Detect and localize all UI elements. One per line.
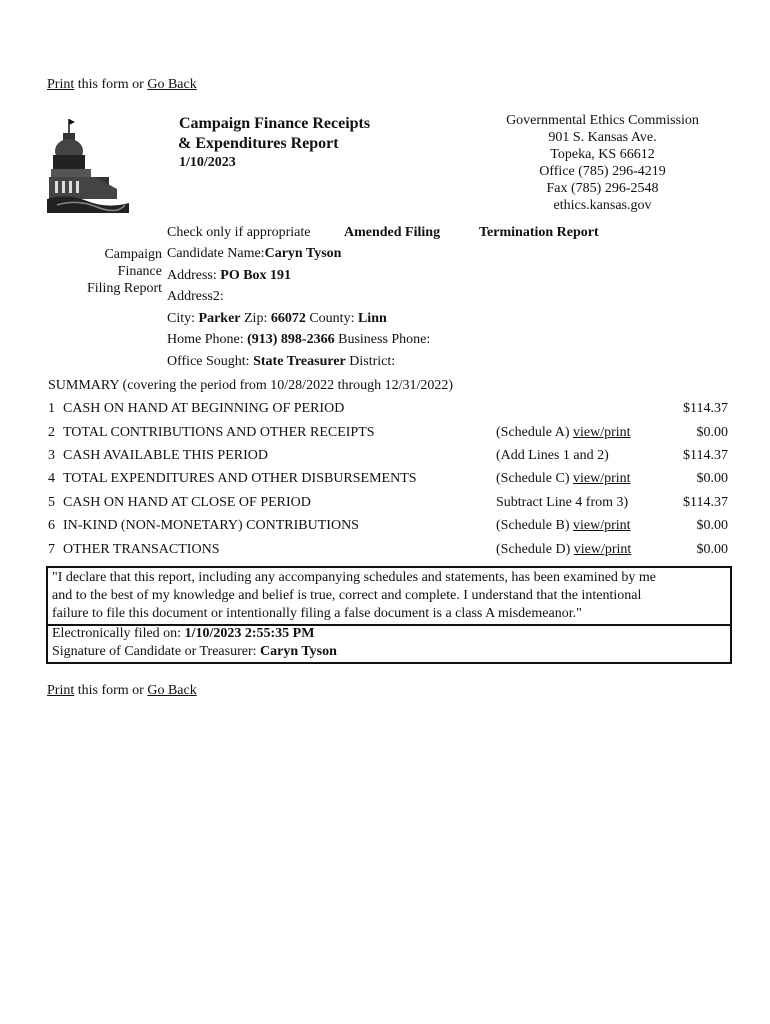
candidate-name-label: Candidate Name: — [167, 246, 265, 261]
row-label: TOTAL CONTRIBUTIONS AND OTHER RECEIPTS — [63, 425, 375, 440]
row-number: 3 — [48, 448, 55, 463]
summary-row — [48, 495, 728, 517]
zip-value: 66072 — [270, 311, 306, 326]
summary-row — [48, 518, 728, 540]
row-amount: $0.00 — [696, 518, 728, 533]
home-phone-value: (913) 898-2366 — [247, 332, 335, 347]
capitol-logo-icon — [47, 115, 129, 213]
zip-label: Zip: — [244, 311, 268, 326]
commission-street: 901 S. Kansas Ave. — [548, 130, 657, 145]
phone-row — [167, 332, 430, 348]
schedule-d-view-print-link[interactable]: view/print — [573, 542, 632, 557]
row-label: TOTAL EXPENDITURES AND OTHER DISBURSEMENTS — [63, 471, 417, 486]
commission-website: ethics.kansas.gov — [553, 198, 652, 213]
district-label: District: — [349, 354, 396, 369]
row-number: 4 — [48, 471, 55, 486]
row-number: 5 — [48, 495, 55, 510]
side-label — [60, 246, 162, 297]
row-schedule — [496, 518, 631, 534]
bottom-nav — [47, 683, 197, 699]
candidate-name-value: Caryn Tyson — [264, 246, 342, 261]
row-amount: $0.00 — [696, 542, 728, 557]
business-phone-label: Business Phone: — [338, 332, 431, 347]
side-label-filing-report: Filing Report — [86, 281, 162, 296]
commission-fax: Fax (785) 296-2548 — [546, 181, 659, 196]
summary-row — [48, 401, 728, 423]
side-label-finance: Finance — [117, 264, 162, 279]
summary-row — [48, 471, 728, 493]
city-value: Parker — [198, 311, 241, 326]
row-label: CASH ON HAND AT BEGINNING OF PERIOD — [63, 401, 345, 416]
nav-middle-text: this form or — [77, 77, 144, 92]
row-schedule: Subtract Line 4 from 3) — [496, 495, 629, 510]
schedule-label: (Schedule C) — [496, 471, 570, 486]
signature-row — [52, 643, 726, 661]
office-sought-value: State Treasurer — [253, 354, 346, 369]
row-amount: $0.00 — [696, 425, 728, 440]
schedule-label: (Schedule B) — [496, 518, 570, 533]
row-schedule — [496, 542, 631, 558]
row-amount: $114.37 — [683, 401, 728, 416]
commission-city: Topeka, KS 66612 — [550, 147, 655, 162]
address-label: Address: — [167, 268, 217, 283]
report-title-line2: & Expenditures Report — [178, 135, 339, 152]
filed-row — [52, 625, 726, 643]
filed-value: 1/10/2023 2:55:35 PM — [184, 626, 315, 641]
row-label: CASH ON HAND AT CLOSE OF PERIOD — [63, 495, 311, 510]
summary-row — [48, 425, 728, 447]
row-number: 2 — [48, 425, 55, 440]
county-label: County: — [309, 311, 355, 326]
address2-label: Address2: — [167, 289, 224, 304]
row-amount: $114.37 — [683, 448, 728, 463]
schedule-label: (Schedule D) — [496, 542, 571, 557]
city-label: City: — [167, 311, 196, 326]
row-schedule: (Add Lines 1 and 2) — [496, 448, 609, 463]
signature-label: Signature of Candidate or Treasurer: — [52, 644, 257, 659]
office-sought-label: Office Sought: — [167, 354, 250, 369]
side-label-campaign: Campaign — [104, 247, 162, 262]
row-label: CASH AVAILABLE THIS PERIOD — [63, 448, 268, 463]
termination-report-option[interactable]: Termination Report — [479, 225, 599, 240]
amended-filing-option[interactable]: Amended Filing — [344, 225, 441, 240]
nav-middle-text: this form or — [77, 683, 144, 698]
schedule-a-view-print-link[interactable]: view/print — [572, 425, 631, 440]
go-back-link-bottom[interactable]: Go Back — [147, 683, 197, 698]
address-row — [167, 268, 291, 284]
commission-block — [470, 112, 735, 214]
home-phone-label: Home Phone: — [167, 332, 244, 347]
candidate-name-row — [167, 246, 341, 262]
schedule-b-view-print-link[interactable]: view/print — [572, 518, 631, 533]
print-link-top[interactable]: Print — [47, 77, 75, 92]
summary-row — [48, 448, 728, 470]
row-number: 1 — [48, 401, 55, 416]
declaration-line: failure to file this document or intentionally filing a false document is a class A misdemeanor." — [52, 606, 582, 621]
report-date: 1/10/2023 — [179, 155, 236, 170]
row-amount: $0.00 — [696, 471, 728, 486]
address2-row — [167, 289, 224, 305]
row-number: 7 — [48, 542, 55, 557]
go-back-link-top[interactable]: Go Back — [147, 77, 197, 92]
schedule-label: (Schedule A) — [496, 425, 570, 440]
signature-box — [46, 624, 732, 664]
city-row — [167, 311, 387, 327]
top-nav — [47, 77, 197, 93]
address-value: PO Box 191 — [220, 268, 292, 283]
row-label: IN-KIND (NON-MONETARY) CONTRIBUTIONS — [63, 518, 359, 533]
row-schedule — [496, 471, 631, 487]
summary-row — [48, 542, 728, 564]
row-schedule — [496, 425, 631, 441]
declaration-box — [46, 566, 732, 626]
row-label: OTHER TRANSACTIONS — [63, 542, 220, 557]
county-value: Linn — [357, 311, 387, 326]
declaration-line: "I declare that this report, including any accompanying schedules and statements, has been examined by me — [52, 570, 657, 585]
office-row — [167, 354, 395, 370]
commission-name: Governmental Ethics Commission — [506, 113, 699, 128]
signature-value: Caryn Tyson — [260, 644, 337, 659]
report-title-line1: Campaign Finance Receipts — [179, 115, 371, 132]
row-number: 6 — [48, 518, 55, 533]
commission-office-phone: Office (785) 296-4219 — [539, 164, 666, 179]
declaration-line: and to the best of my knowledge and belief is true, correct and complete. I understand that the intentional — [52, 588, 642, 603]
row-amount: $114.37 — [683, 495, 728, 510]
print-link-bottom[interactable]: Print — [47, 683, 75, 698]
schedule-c-view-print-link[interactable]: view/print — [572, 471, 631, 486]
summary-heading: SUMMARY (covering the period from 10/28/2022 through 12/31/2022) — [48, 378, 454, 393]
filed-label: Electronically filed on: — [52, 626, 182, 641]
check-text: Check only if appropriate — [167, 225, 311, 240]
